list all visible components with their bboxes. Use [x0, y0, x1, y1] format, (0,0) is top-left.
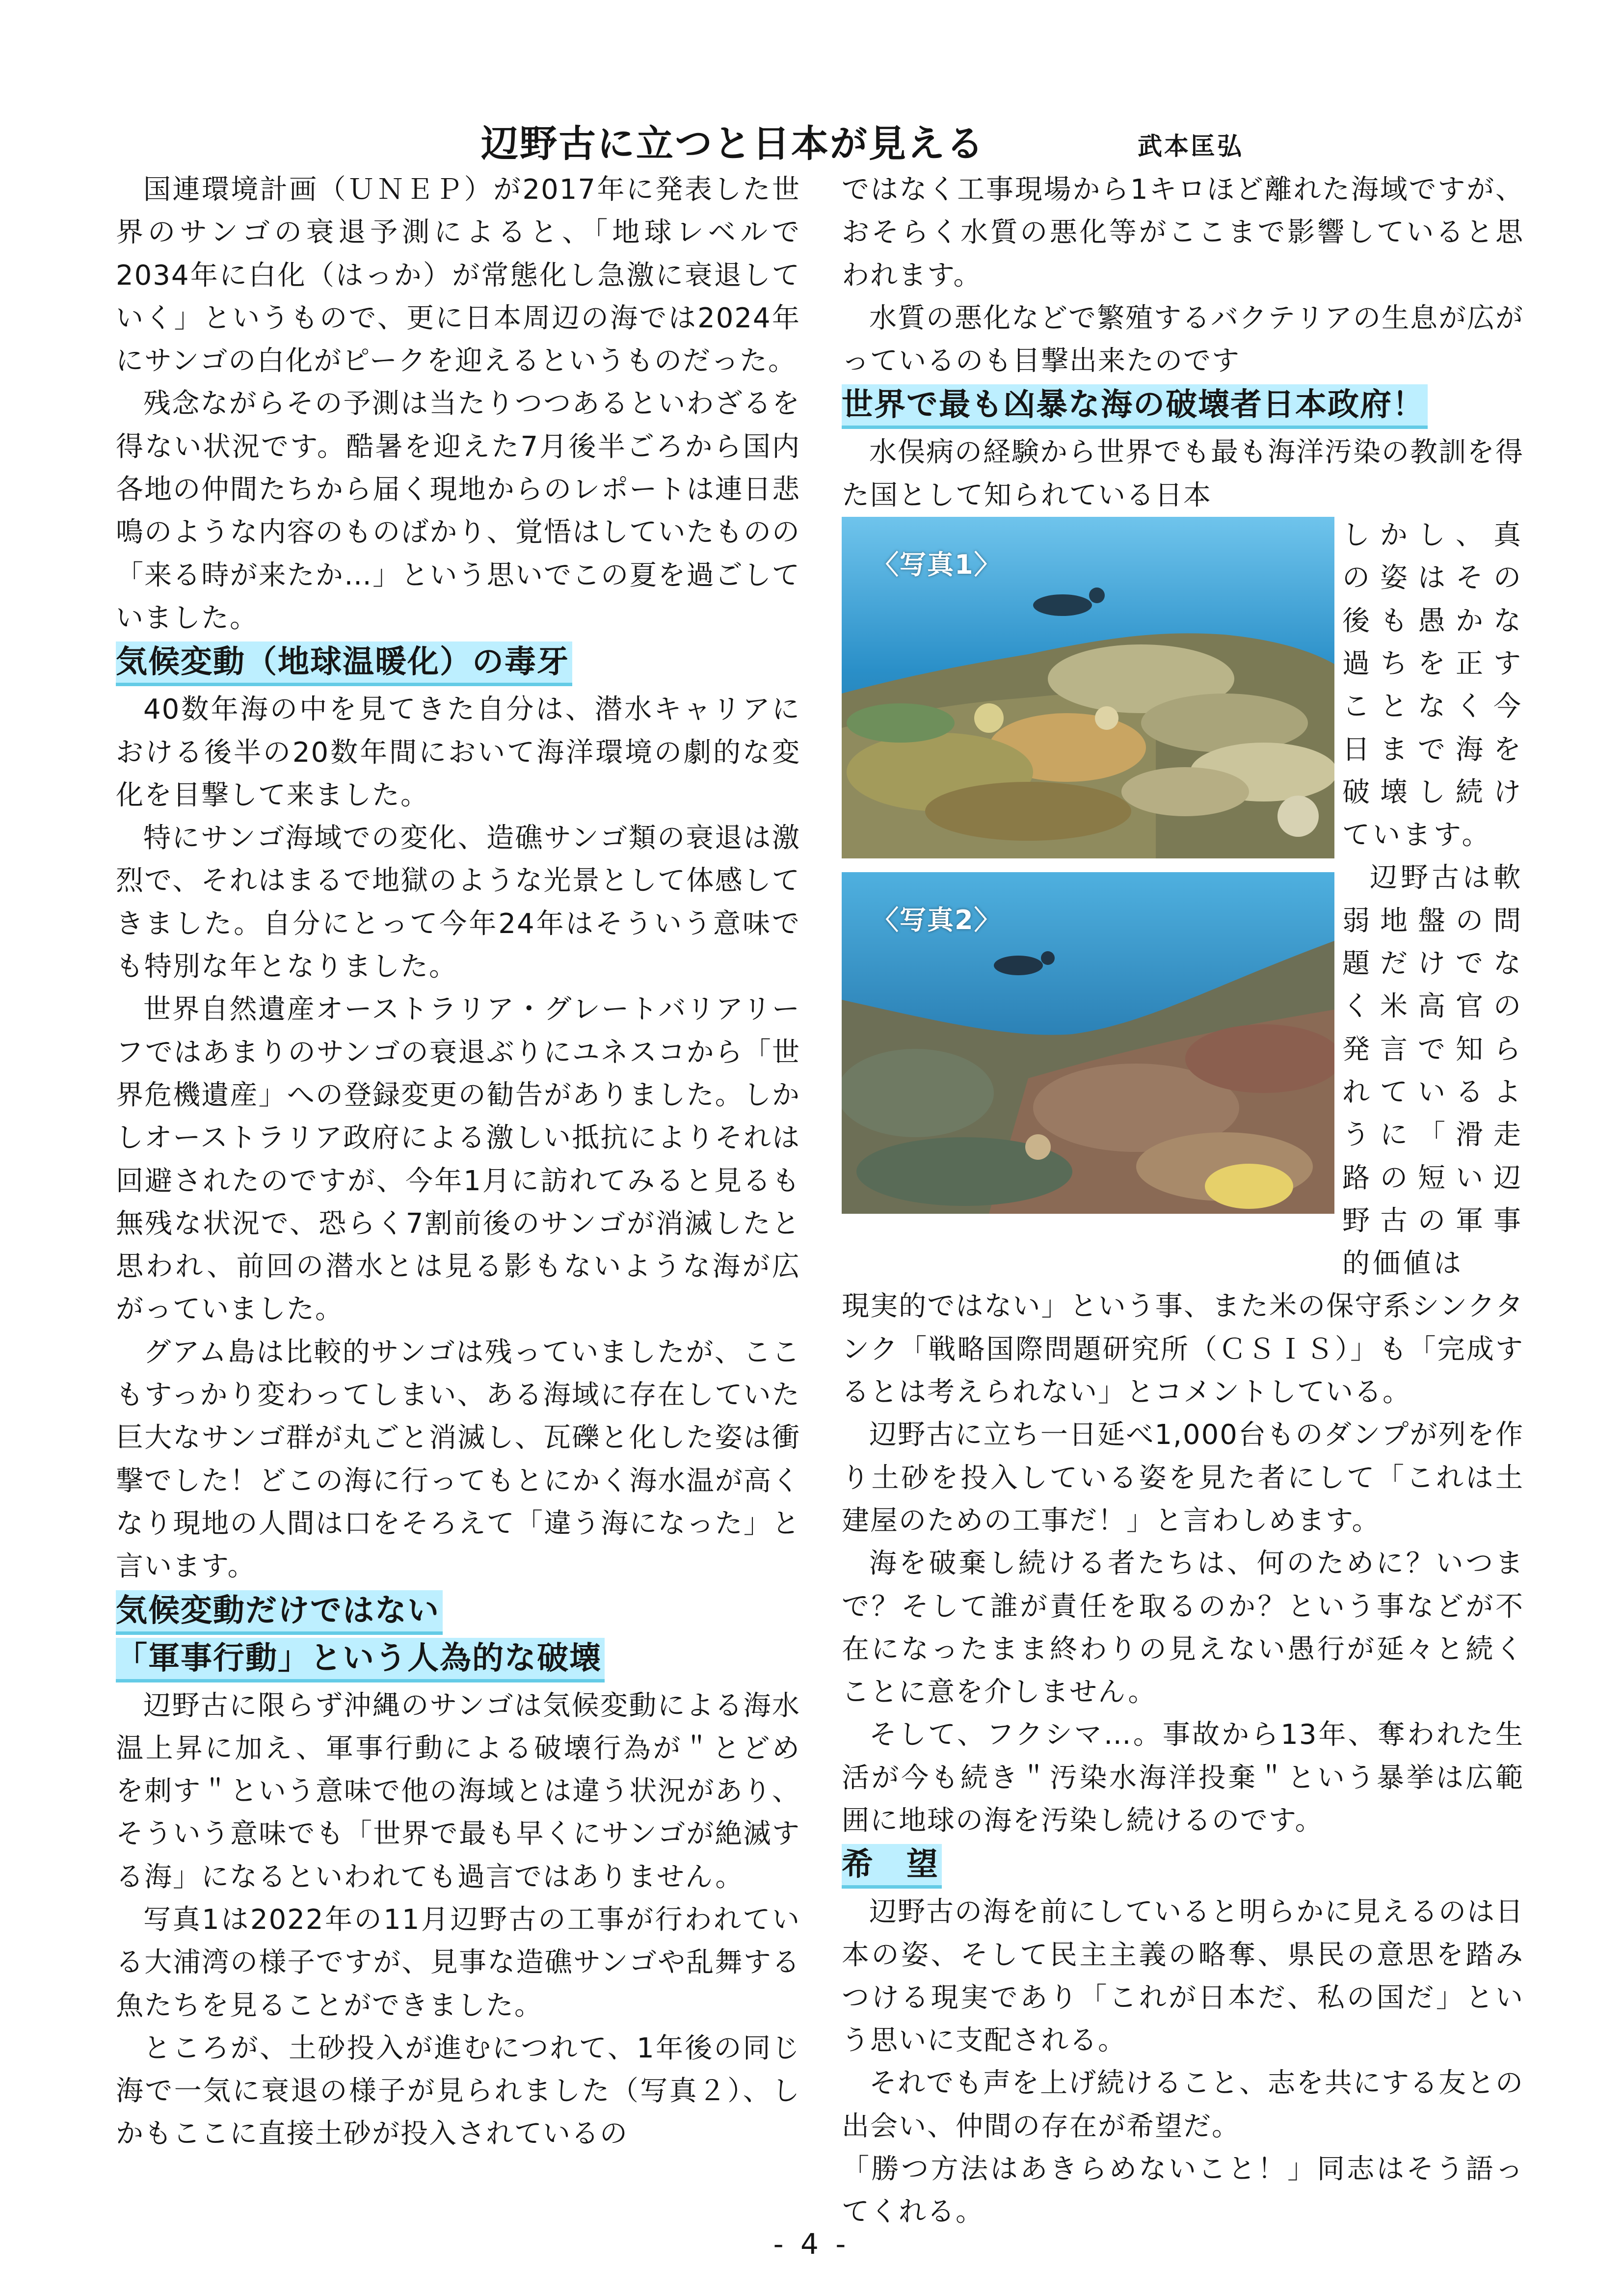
paragraph: 特にサンゴ海域での変化、造礁サンゴ類の衰退は激烈で、それはまるで地獄のような光景として体感してきました。自分にとって今年24年はそういう意味でも特別な年となりました。 — [116, 822, 800, 983]
photo-1-label: 〈写真1〉 — [872, 549, 1002, 581]
right-column — [842, 168, 1524, 2234]
paragraph: 水質の悪化などで繁殖するバクテリアの生息が広がっているのも目撃出来たのです — [842, 302, 1524, 377]
left-column — [116, 168, 800, 2156]
paragraph: 海を破棄し続ける者たちは、何のために？いつまで？そして誰が責任を取るのか？という事などが不在になったまま終わりの見えない愚行が延々と続くことに意を介しません。 — [842, 1548, 1524, 1709]
section-heading-military-a: 気候変動だけではない — [116, 1590, 443, 1635]
section-heading-military-b: 「軍事行動」という人為的な破壊 — [116, 1638, 605, 1682]
paragraph: そして、フクシマ…。事故から13年、奪われた生活が今も続き＂汚染水海洋投棄＂という暴挙は広範囲に地球の海を汚染し続けるのです。 — [842, 1719, 1524, 1837]
author-name: 武本匡弘 — [1138, 132, 1244, 160]
section-heading-hope: 希 望 — [842, 1844, 942, 1889]
photo-2 — [842, 872, 1334, 1214]
paragraph: ではなく工事現場から1キロほど離れた海域ですが、おそらく水質の悪化等がここまで影響していると思われます。 — [842, 174, 1524, 292]
page-number: - 4 - — [773, 2227, 850, 2261]
paragraph: 辺野古は軟弱地盤の問題だけでなく米高官の発言で知られているように「滑走路の短い辺野古の軍事的価値は — [1342, 862, 1524, 1280]
paragraph: グアム島は比較的サンゴは残っていましたが、ここもすっかり変わってしまい、ある海域に存在していた巨大なサンゴ群が丸ごと消滅し、瓦礫と化した姿は衝撃でした！どこの海に行ってもとにかく海水温が高くなり現地の人間は口をそろえて「違う海になった」と言います。 — [116, 1336, 800, 1583]
photos — [842, 517, 1334, 1285]
page-title: 辺野古に立つと日本が見える — [481, 122, 985, 165]
section-heading-climate: 気候変動（地球温暖化）の毒牙 — [116, 641, 572, 686]
paragraph: 世界自然遺産オーストラリア・グレートバリアリーフではあまりのサンゴの衰退ぶりにユネスコから「世界危機遺産」への登録変更の勧告がありました。しかしオーストラリア政府による激しい抵抗によりそれは回避されたのですが、今年1月に訪れてみると見るも無残な状況で、恐らく7割前後のサンゴが消滅したと思われ、前回の潜水とは見る影もないような海が広がっていました。 — [116, 993, 800, 1326]
paragraph: 40数年海の中を見てきた自分は、潜水キャリアにおける後半の20数年間において海洋環境の劇的な変化を目撃して来ました。 — [116, 694, 800, 811]
photo-2-label: 〈写真2〉 — [872, 905, 1002, 936]
title-line — [481, 114, 985, 167]
paragraph: 辺野古に立ち一日延べ1,000台ものダンプが列を作り土砂を投入している姿を見た者にして「これは土建屋のための工事だ！」と言わしめます。 — [842, 1419, 1524, 1537]
paragraph: 現実的ではない」という事、また米の保守系シンクタンク「戦略国際問題研究所（ＣＳＩＳ）」も「完成するとは考えられない」とコメントしている。 — [842, 1290, 1524, 1409]
paragraph: 水俣病の経験から世界でも最も海洋汚染の教訓を得た国として知られている日本 — [842, 436, 1524, 511]
photo-side-text — [1342, 514, 1524, 1285]
paragraph: ところが、土砂投入が進むにつれて、1年後の同じ海で一気に衰退の様子が見られました（写真２）、しかもここに直接土砂が投入されているの — [116, 2032, 800, 2150]
paragraph: 写真1は2022年の11月辺野古の工事が行われている大浦湾の様子ですが、見事な造礁サンゴや乱舞する魚たちを見ることができました。 — [116, 1903, 800, 2022]
paragraph: 辺野古に限らず沖縄のサンゴは気候変動による海水温上昇に加え、軍事行動による破壊行為が＂とどめを刺す＂という意味で他の海域とは違う状況があり、そういう意味でも「世界で最も早くにサンゴが絶滅する海」になるといわれても過言ではありません。 — [116, 1689, 800, 1893]
paragraph: 「勝つ方法はあきらめないこと！」同志はそう語ってくれる。 — [842, 2153, 1524, 2228]
photo-block — [842, 517, 1524, 1285]
paragraph: 辺野古の海を前にしていると明らかに見えるのは日本の姿、そして民主主義の略奪、県民の意思を踏みつける現実であり「これが日本だ、私の国だ」という思いに支配される。 — [842, 1896, 1524, 2057]
paragraph: 国連環境計画（ＵＮＥＰ）が2017年に発表した世界のサンゴの衰退予測によると、「地球レベルで2034年に白化（はっか）が常態化し急激に衰退していく」というもので、更に日本周辺の海では2024年にサンゴの白化がピークを迎えるというものだった。 — [116, 174, 800, 377]
paragraph: 残念ながらその予測は当たりつつあるといわざるを得ない状況です。酷暑を迎えた7月後半ごろから国内各地の仲間たちから届く現地からのレポートは連日悲鳴のような内容のものばかり、覚悟はしていたものの「来る時が来たか…」という思いでこの夏を過ごしていました。 — [116, 388, 801, 634]
paragraph: それでも声を上げ続けること、志を共にする友との出会い、仲間の存在が希望だ。 — [842, 2067, 1524, 2142]
paragraph: しかし、真の姿はその後も愚かな過ちを正すことなく今日まで海を破壊し続けています。 — [1342, 519, 1524, 852]
photo-1 — [842, 517, 1334, 858]
section-heading-destroyer: 世界で最も凶暴な海の破壊者日本政府！ — [842, 384, 1428, 429]
